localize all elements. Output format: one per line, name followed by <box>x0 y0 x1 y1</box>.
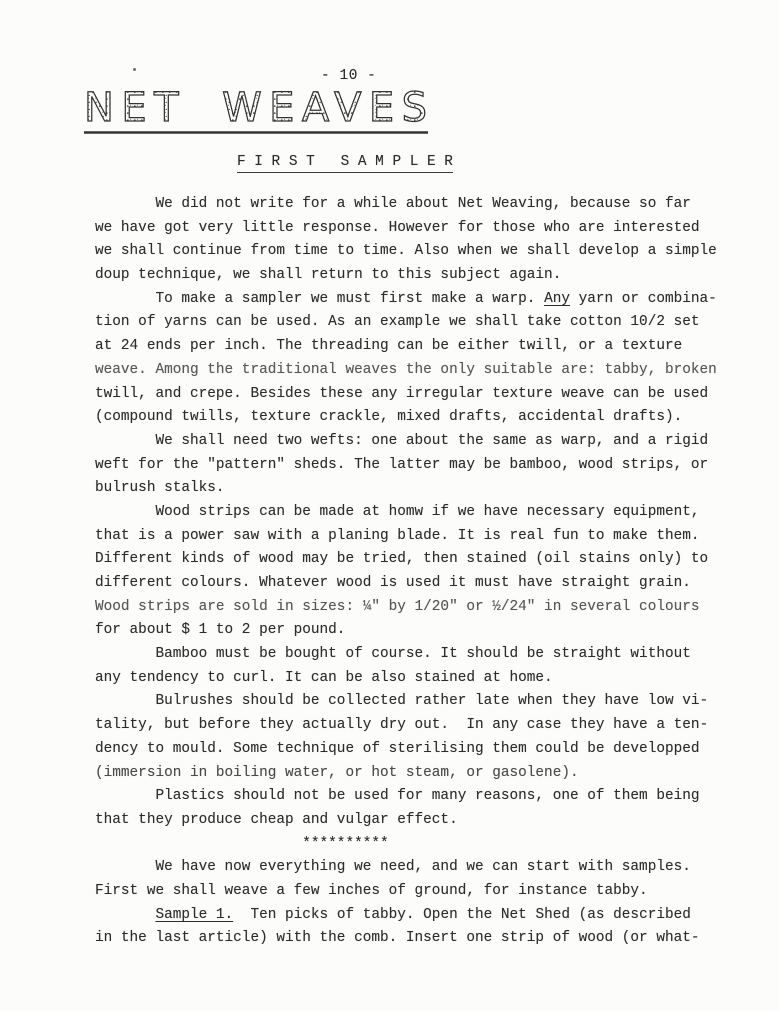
underlined-text: Sample 1. <box>155 906 234 923</box>
text-line <box>95 785 755 809</box>
line-text: tion of yarns can be used. As an example we shall take cotton 10/2 set <box>95 314 700 331</box>
text-line <box>95 856 755 880</box>
text-line <box>95 833 755 857</box>
line-text: Bamboo must be bought of course. It should be straight without <box>95 646 691 663</box>
line-text: (compound twills, texture crackle, mixed drafts, accidental drafts). <box>95 409 683 426</box>
text-line <box>95 240 755 264</box>
line-text: Plastics should not be used for many reasons, one of them being <box>95 788 700 805</box>
text-line <box>95 335 755 359</box>
title-text: NET WEAVES <box>84 85 427 131</box>
line-text: Different kinds of wood may be tried, then stained (oil stains only) to <box>95 551 709 568</box>
line-text: We did not write for a while about Net Weaving, because so far <box>95 196 691 212</box>
line-text: Wood strips are sold in sizes: ¼" by 1/20" or ½/24" in several colours <box>95 598 700 615</box>
text-line <box>95 288 755 312</box>
line-text: that they produce cheap and vulgar effect. <box>95 811 458 828</box>
text-line <box>95 904 755 928</box>
text-line <box>95 454 755 478</box>
text-line <box>95 572 755 596</box>
text-line <box>95 359 755 383</box>
page-number: - 10 - <box>321 68 377 84</box>
stray-mark <box>133 68 136 71</box>
text-line <box>95 714 755 738</box>
text-line <box>95 406 755 430</box>
line-text: (immersion in boiling water, or hot steam, or gasolene). <box>95 764 579 781</box>
title-art <box>84 85 436 140</box>
text-line <box>95 217 755 241</box>
line-text: To make a sampler we must first make a warp. <box>95 290 545 307</box>
line-text: Wood strips can be made at homw if we have necessary equipment, <box>95 503 700 520</box>
line-text: First we shall weave a few inches of ground, for instance tabby. <box>95 882 648 899</box>
line-text: We shall need two wefts: one about the same as warp, and a rigid <box>95 432 709 449</box>
line-text: Ten picks of tabby. Open the Net Shed (as described <box>233 906 691 923</box>
text-line <box>95 264 755 288</box>
line-text <box>95 907 155 923</box>
text-line <box>95 193 755 217</box>
line-text: dency to mould. Some technique of sterilising them could be developped <box>95 740 700 757</box>
text-line <box>95 430 755 454</box>
text-line <box>95 383 755 407</box>
underlined-text: Any <box>544 290 570 307</box>
line-text: Bulrushes should be collected rather late when they have low vi- <box>95 693 709 710</box>
line-text: in the last article) with the comb. Insert one strip of wood (or what- <box>95 930 700 947</box>
line-text: any tendency to curl. It can be also stained at home. <box>95 669 553 686</box>
title-banner <box>84 85 436 140</box>
text-line <box>95 501 755 525</box>
text-line <box>95 643 755 667</box>
line-text: doup technique, we shall return to this subject again. <box>95 267 562 284</box>
text-line <box>95 738 755 762</box>
line-text: yarn or combina- <box>569 290 717 307</box>
line-text: weft for the "pattern" sheds. The latter may be bamboo, wood strips, or <box>95 456 709 473</box>
line-text: We have now everything we need, and we can start with samples. <box>95 859 691 876</box>
line-text: at 24 ends per inch. The threading can be either twill, or a texture <box>95 338 683 355</box>
text-line <box>95 809 755 833</box>
text-line <box>95 690 755 714</box>
text-line <box>95 477 755 501</box>
text-line <box>95 619 755 643</box>
section-heading <box>237 154 453 170</box>
text-line <box>95 311 755 335</box>
text-line <box>95 880 755 904</box>
line-text: bulrush stalks. <box>95 480 225 497</box>
line-text: weave. Among the traditional weaves the only suitable are: tabby, broken <box>95 361 717 378</box>
line-text: tality, but before they actually dry out. In any case they have a ten- <box>95 717 709 734</box>
text-line <box>95 525 755 549</box>
text-line <box>95 548 755 572</box>
text-line <box>95 762 755 786</box>
line-text: twill, and crepe. Besides these any irregular texture weave can be used <box>95 385 709 402</box>
line-text: that is a power saw with a planing blade. It is real fun to make them. <box>95 527 700 544</box>
text-line <box>95 596 755 620</box>
text-line <box>95 927 755 951</box>
line-text: different colours. Whatever wood is used it must have straight grain. <box>95 575 691 591</box>
line-text: we have got very little response. However for those who are interested <box>95 219 700 236</box>
line-text: for about $ 1 to 2 per pound. <box>95 622 346 639</box>
text-line <box>95 667 755 691</box>
section-heading-text: F I R S T S A M P L E R <box>237 154 453 173</box>
line-text: we shall continue from time to time. Also when we shall develop a simple <box>95 243 717 260</box>
line-text: ********** <box>95 835 389 852</box>
body-text <box>95 193 755 951</box>
